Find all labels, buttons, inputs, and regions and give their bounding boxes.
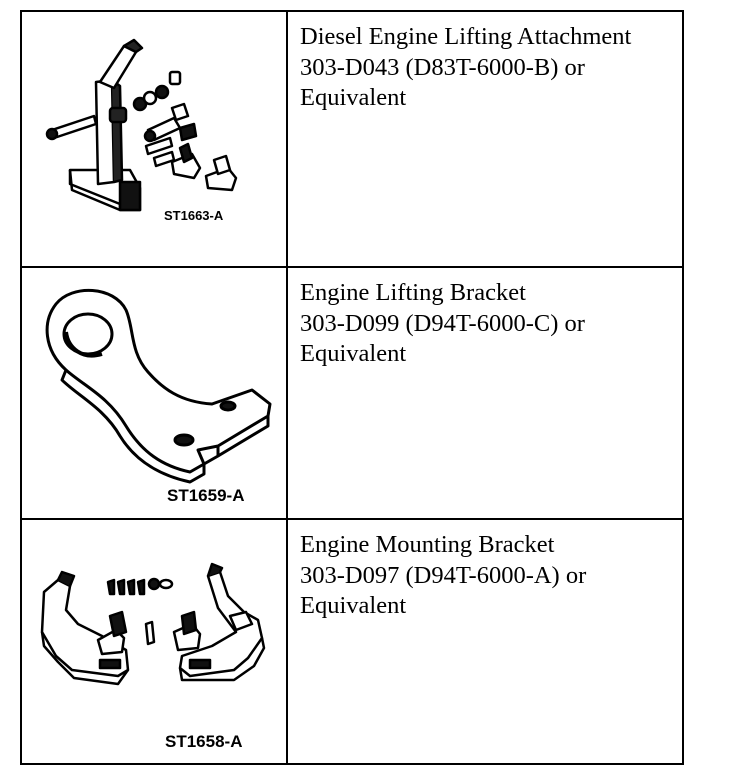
tool-name: Engine Mounting Bracket [300, 531, 555, 558]
tool-row [22, 12, 682, 266]
tool-name: Engine Lifting Bracket [300, 279, 526, 306]
tool-description-cell [288, 12, 682, 266]
tool-part-number: 303-D043 (D83T-6000-B) or [300, 53, 585, 81]
tool-part-number: 303-D097 (D94T-6000-A) or [300, 561, 587, 589]
tool-image-code: ST1659-A [167, 486, 245, 505]
mounting-bracket-icon [22, 520, 286, 765]
lifting-attachment-icon [22, 12, 286, 262]
tool-equivalent-note: Equivalent [300, 340, 407, 367]
tool-description-cell [288, 520, 682, 763]
special-tools-table [20, 10, 684, 765]
tool-image-code: ST1663-A [164, 208, 224, 223]
tool-row [22, 266, 682, 518]
lifting-bracket-icon [22, 268, 286, 518]
tool-equivalent-note: Equivalent [300, 592, 407, 619]
tool-part-number: 303-D099 (D94T-6000-C) or [300, 309, 585, 337]
tool-description-cell [288, 268, 682, 518]
tool-equivalent-note: Equivalent [300, 84, 407, 111]
tool-image-cell [22, 268, 288, 518]
tool-image-code: ST1658-A [165, 732, 243, 751]
tool-image-cell [22, 520, 288, 763]
tool-name: Diesel Engine Lifting Attachment [300, 23, 632, 50]
tool-row [22, 518, 682, 763]
tool-image-cell [22, 12, 288, 266]
